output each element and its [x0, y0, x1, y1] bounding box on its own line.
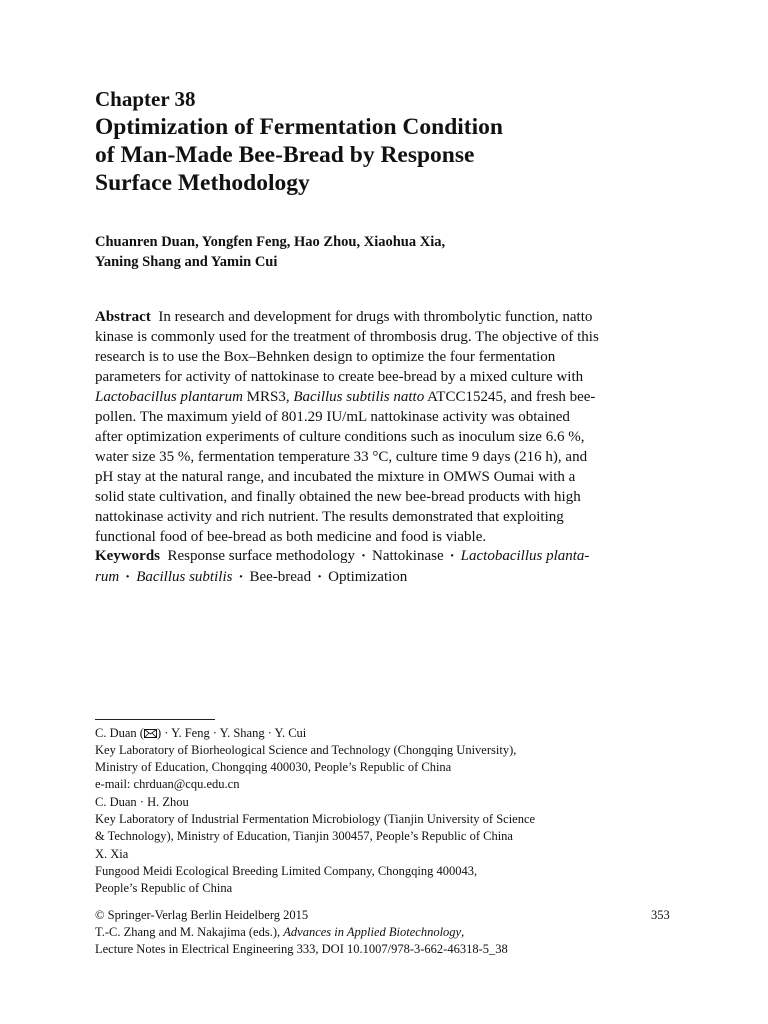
keyword-separator: · — [238, 569, 244, 585]
keyword: Bacillus subtilis — [136, 569, 233, 585]
keyword: Nattokinase — [371, 548, 444, 564]
affiliation-line: Key Laboratory of Biorheological Science and Technology (Chongqing University), — [95, 743, 517, 757]
author-line: Yaning Shang and Yamin Cui — [95, 254, 278, 270]
affiliation-line: People’s Republic of China — [95, 881, 233, 895]
affiliation-line: Fungood Meidi Ecological Breeding Limited Company, Chongqing 400043, — [95, 864, 478, 878]
envelope-icon — [144, 726, 157, 735]
keyword: Bee-bread — [249, 569, 312, 585]
keyword: rum — [95, 569, 120, 585]
keywords-line — [95, 567, 675, 588]
abstract-line: functional food of bee-bread as both medicine and food is viable. — [95, 529, 487, 545]
keyword-separator: · — [449, 548, 455, 564]
abstract-line: nattokinase activity and rich nutrient. The results demonstrated that exploiting — [95, 509, 564, 525]
abstract-line: water size 35 %, fermentation temperature 33 °C, culture time 9 days (216 h), and — [95, 449, 588, 465]
title-line: Optimization of Fermentation Condition — [95, 114, 503, 140]
keyword: Optimization — [328, 569, 408, 585]
keyword-separator: · — [360, 548, 366, 564]
affiliation-authors: C. Duan · H. Zhou — [95, 795, 189, 809]
author-line: Chuanren Duan, Yongfen Feng, Hao Zhou, Xiaohua Xia, — [95, 234, 446, 250]
email-address[interactable]: e-mail: chrduan@cqu.edu.cn — [95, 777, 240, 791]
abstract — [95, 307, 675, 547]
affiliation-block — [95, 846, 477, 897]
affiliation-line: & Technology), Ministry of Education, Tianjin 300457, People’s Republic of China — [95, 829, 513, 843]
keyword: Lactobacillus planta- — [460, 548, 590, 564]
copyright-line: © Springer-Verlag Berlin Heidelberg 2015 — [95, 908, 309, 922]
abstract-line: research is to use the Box–Behnken design to optimize the four fermentation — [95, 349, 556, 365]
abstract-label: Abstract — [95, 309, 151, 325]
abstract-line: kinase is commonly used for the treatment of thrombosis drug. The objective of this — [95, 329, 599, 345]
abstract-line: Abstract In research and development for drugs with thrombolytic function, natto — [95, 309, 593, 325]
title-line: Surface Methodology — [95, 170, 310, 196]
author-list — [95, 232, 445, 272]
affiliation-block — [95, 725, 516, 793]
keyword-separator: · — [125, 569, 131, 585]
affiliation-line: Key Laboratory of Industrial Fermentation Microbiology (Tianjin University of Science — [95, 812, 536, 826]
keywords-line — [95, 546, 675, 567]
species-name: Lactobacillus plantarum — [95, 389, 243, 405]
abstract-line: solid state cultivation, and finally obtained the new bee-bread products with high — [95, 489, 581, 505]
abstract-line: pH stay at the natural range, and incubated the mixture in OMWS Oumai with a — [95, 469, 576, 485]
abstract-line: pollen. The maximum yield of 801.29 IU/mL nattokinase activity was obtained — [95, 409, 570, 425]
keywords — [95, 546, 675, 588]
species-name: Bacillus subtilis natto — [293, 389, 425, 405]
title-line: of Man-Made Bee-Bread by Response — [95, 142, 475, 168]
keyword-separator: · — [317, 569, 323, 585]
book-citation: T.-C. Zhang and M. Nakajima (eds.), Advances in Applied Biotechnology, — [95, 925, 465, 939]
keywords-label: Keywords — [95, 548, 160, 564]
abstract-line: Lactobacillus plantarum MRS3, Bacillus subtilis natto ATCC15245, and fresh bee- — [95, 389, 596, 405]
affiliation-block — [95, 794, 535, 845]
chapter-number: Chapter 38 — [95, 87, 196, 111]
affiliation-authors: X. Xia — [95, 847, 129, 861]
copyright-block — [95, 907, 675, 958]
keyword: Response surface methodology — [167, 548, 355, 564]
chapter-title — [95, 113, 655, 197]
affiliation-authors: C. Duan ( ) · Y. Feng · Y. Shang · Y. Cui — [95, 726, 307, 740]
affiliation-line: Ministry of Education, Chongqing 400030, People’s Republic of China — [95, 760, 452, 774]
page-number: 353 — [651, 908, 670, 922]
footnote-divider — [95, 719, 215, 720]
abstract-line: parameters for activity of nattokinase to create bee-bread by a mixed culture with — [95, 369, 584, 385]
series-doi-line: Lecture Notes in Electrical Engineering 333, DOI 10.1007/978-3-662-46318-5_38 — [95, 942, 508, 956]
book-title: Advances in Applied Biotechnology — [283, 925, 462, 939]
abstract-line: after optimization experiments of culture conditions such as inoculum size 6.6 %, — [95, 429, 585, 445]
